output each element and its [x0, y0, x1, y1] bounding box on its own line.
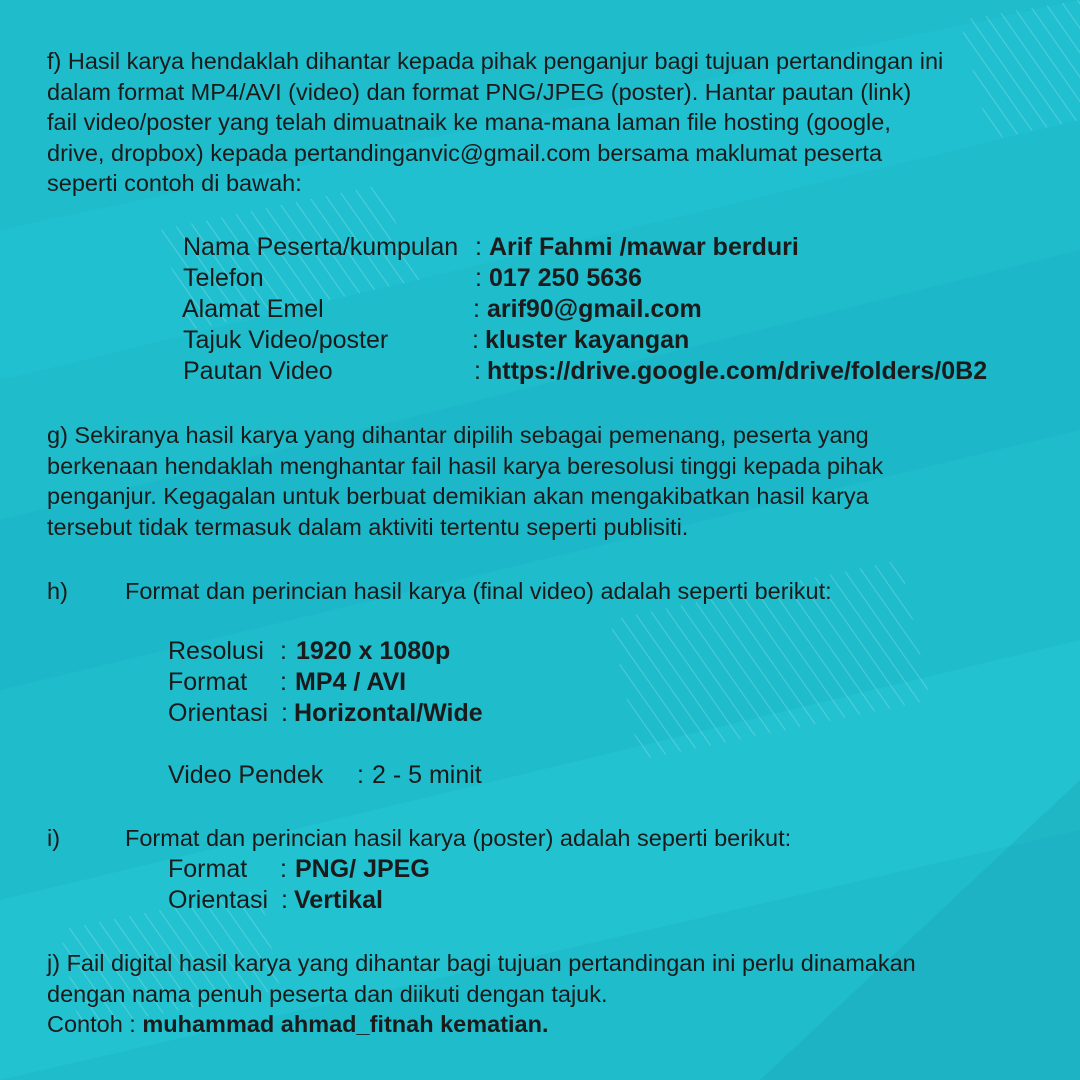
paragraph-f-line: f) Hasil karya hendaklah dihantar kepada pihak penganjur bagi tujuan pertandingan ini	[47, 48, 944, 74]
spec-separator: :	[357, 761, 364, 789]
paragraph-f-line: seperti contoh di bawah:	[47, 170, 302, 197]
example-separator: :	[475, 233, 482, 261]
spec-value: Vertikal	[294, 886, 383, 914]
example-label: Contoh :	[47, 1011, 136, 1038]
paragraph-j	[47, 948, 1057, 1040]
spec-label: Video Pendek	[168, 761, 324, 789]
example-value: 017 250 5636	[489, 264, 642, 292]
spec-value: 1920 x 1080p	[296, 637, 451, 665]
spec-separator: :	[280, 637, 287, 665]
example-value: Arif Fahmi /mawar berduri	[489, 233, 799, 261]
spec-separator: :	[281, 699, 288, 727]
section-i-title: Format dan perincian hasil karya (poster) adalah seperti berikut:	[125, 825, 792, 851]
example-label: Telefon	[183, 264, 264, 292]
paragraph-g-line: g) Sekiranya hasil karya yang dihantar dipilih sebagai pemenang, peserta yang	[47, 422, 869, 448]
example-separator: :	[475, 264, 482, 292]
spec-label: Format	[168, 855, 248, 883]
paragraph-f-line: dalam format MP4/AVI (video) dan format PNG/JPEG (poster). Hantar pautan (link)	[47, 78, 912, 105]
spec-value: Horizontal/Wide	[294, 699, 483, 727]
spec-label: Format	[168, 668, 248, 696]
example-label: Tajuk Video/poster	[183, 326, 389, 354]
spec-separator: :	[281, 886, 288, 914]
paragraph-j-line: j) Fail digital hasil karya yang dihantar bagi tujuan pertandingan ini perlu dinamakan	[47, 950, 916, 976]
example-value: kluster kayangan	[485, 326, 690, 354]
section-h-marker: h)	[47, 578, 68, 604]
spec-separator: :	[280, 668, 287, 696]
paragraph-f-line: drive, dropbox) kepada pertandinganvic@gmail.com bersama maklumat peserta	[47, 139, 883, 166]
spec-value: 2 - 5 minit	[372, 761, 482, 789]
spec-separator: :	[280, 855, 287, 883]
section-i-marker: i)	[47, 825, 61, 851]
example-label: Nama Peserta/kumpulan	[183, 233, 459, 261]
example-value: arif90@gmail.com	[487, 295, 702, 323]
paragraph-g-line: berkenaan hendaklah menghantar fail hasil karya beresolusi tinggi kepada pihak	[47, 452, 884, 479]
example-value: https://drive.google.com/drive/folders/0B2	[487, 357, 988, 385]
spec-label: Resolusi	[168, 637, 264, 665]
paragraph-f	[47, 46, 1057, 199]
example-separator: :	[472, 326, 479, 354]
paragraph-g-line: penganjur. Kegagalan untuk berbuat demikian akan mengakibatkan hasil karya	[47, 483, 869, 510]
paragraph-g	[47, 420, 1057, 542]
example-label: Alamat Emel	[182, 295, 324, 323]
spec-value: PNG/ JPEG	[295, 855, 430, 883]
spec-label: Orientasi	[168, 699, 269, 727]
paragraph-g-line: tersebut tidak termasuk dalam aktiviti tertentu seperti publisiti.	[47, 513, 689, 540]
example-filename: muhammad ahmad_fitnah kematian.	[142, 1011, 549, 1038]
paragraph-j-example	[47, 1009, 1057, 1040]
spec-label: Orientasi	[168, 886, 269, 914]
example-separator: :	[474, 357, 481, 385]
paragraph-j-line: dengan nama penuh peserta dan diikuti dengan tajuk.	[47, 980, 608, 1007]
section-h-title: Format dan perincian hasil karya (final video) adalah seperti berikut:	[125, 578, 832, 604]
paragraph-f-line: fail video/poster yang telah dimuatnaik ke mana-mana laman file hosting (google,	[47, 109, 891, 136]
example-label: Pautan Video	[183, 357, 333, 385]
spec-value: MP4 / AVI	[295, 668, 407, 696]
example-separator: :	[473, 295, 480, 323]
